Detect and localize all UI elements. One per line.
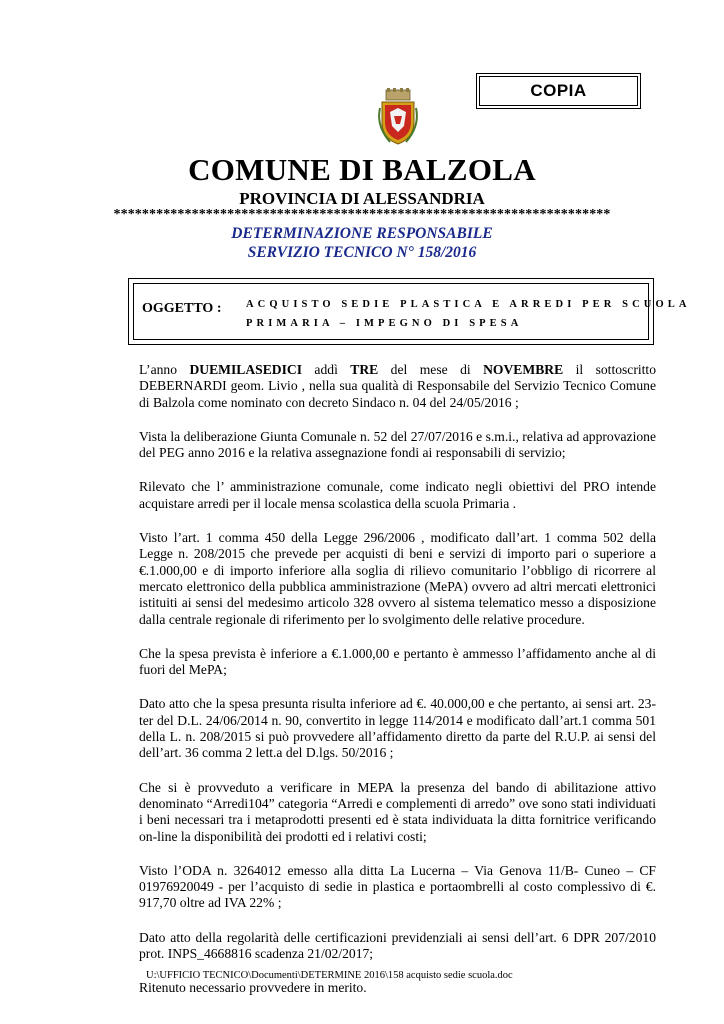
municipal-crest-icon — [374, 88, 422, 146]
service-number-heading: SERVIZIO TECNICO N° 158/2016 — [247, 244, 477, 261]
paragraph: Che la spesa prevista è inferiore a €.1.000,00 e pertanto è ammesso l’affidamento anche al di fuori del MePA; — [139, 645, 656, 678]
copia-stamp — [476, 73, 641, 109]
intro-paragraph — [139, 362, 656, 411]
paragraph: Ritenuto necessario provvedere in merito. — [139, 980, 367, 996]
intro-month: NOVEMBRE — [483, 362, 564, 377]
intro-year: DUEMILASEDICI — [189, 362, 302, 377]
subject-box-inner — [133, 283, 691, 340]
paragraph: Vista la deliberazione Giunta Comunale n. 52 del 27/07/2016 e s.m.i., relativa ad approvazione del PEG anno 2016 e la relativa assegnazione fondi ai responsabili di servizio; — [139, 428, 656, 461]
subject-box — [128, 278, 691, 345]
subject-label: OGGETTO : — [142, 301, 222, 316]
document-body — [139, 362, 656, 1015]
intro-text-d: il sottoscritto — [563, 362, 656, 377]
star-divider: ********************************************************************** — [113, 207, 611, 222]
paragraph: Dato atto che la spesa presunta risulta inferiore ad €. 40.000,00 e che pertanto, ai sensi art. 23-ter del D.L. 24/06/2014 n. 90, convertito in legge 114/2014 e modificato dall’art.1 comma 501 della L. n. 208/2015 si può provvedere all’affidamento diretto da parte del R.U.P. ai sensi del dell’art. 36 comma 2 lett.a del D.lgs. 50/2016 ; — [139, 696, 656, 761]
intro-day: TRE — [350, 362, 379, 377]
paragraph: Visto l’ODA n. 3264012 emesso alla ditta La Lucerna – Via Genova 11/B- Cuneo – CF 01976920049 - per l’acquisto di sedie in plastica e portaombrelli al costo complessivo di €. 917,70 oltre ad IVA 22% ; — [139, 862, 656, 911]
province-heading: PROVINCIA DI ALESSANDRIA — [239, 189, 485, 208]
paragraph: Visto l’art. 1 comma 450 della Legge 296/2006 , modificato dall’art. 1 comma 502 della Legge n. 208/2015 che prevede per acquisti di beni e servizi di importo pari o superiore a €.1.000,00 e di importo inferiore alla soglia di rilievo comunitario l’obbligo di ricorrere al mercato elettronico della pubblica amministrazione (MePA) ovvero ad altri mercati elettronici istituiti ai sensi del medesimo articolo 328 ovvero al sistema telematico messo a disposizione dalla centrale regionale di riferimento per lo svolgimento delle relative procedure. — [139, 530, 656, 627]
file-path-footer: U:\UFFICIO TECNICO\Documenti\DETERMINE 2016\158 acquisto sedie scuola.doc — [146, 970, 513, 981]
intro-text-c: del mese di — [378, 362, 484, 377]
page-title: COMUNE DI BALZOLA — [188, 152, 536, 187]
subject-line-1: ACQUISTO SEDIE PLASTICA E ARREDI PER SCUOLA — [246, 299, 691, 310]
determination-heading: DETERMINAZIONE RESPONSABILE — [231, 225, 493, 242]
intro-text-b: addì — [302, 362, 351, 377]
paragraph: Rilevato che l’ amministrazione comunale, come indicato negli obiettivi del PRO intende acquistare arredi per il locale mensa scolastica della scuola Primaria . — [139, 479, 656, 511]
intro-rest: DEBERNARDI geom. Livio , nella sua qualità di Responsabile del Servizio Tecnico Comune di Balzola come nominato con decreto Sindaco n. 04 del 24/05/2016 ; — [139, 378, 656, 410]
intro-text-a: L’anno — [139, 362, 190, 377]
subject-line-2: PRIMARIA – IMPEGNO DI SPESA — [246, 318, 523, 329]
copia-label: COPIA — [479, 76, 638, 106]
paragraph: Dato atto della regolarità delle certificazioni previdenziali ai sensi dell’art. 6 DPR 207/2010 prot. INPS_4668816 scadenza 21/02/2017; — [139, 929, 656, 962]
paragraph: Che si è provveduto a verificare in MEPA la presenza del bando di abilitazione attivo denominato “Arredi104” categoria “Arredi e complementi di arredo” ove sono stati individuati i beni necessari tra i metaprodotti presenti ed è stata individuata la ditta fornitrice verificando on-line la disponibilità dei prodotti ed i relativi costi; — [139, 779, 656, 844]
intro-first-line — [139, 362, 656, 378]
